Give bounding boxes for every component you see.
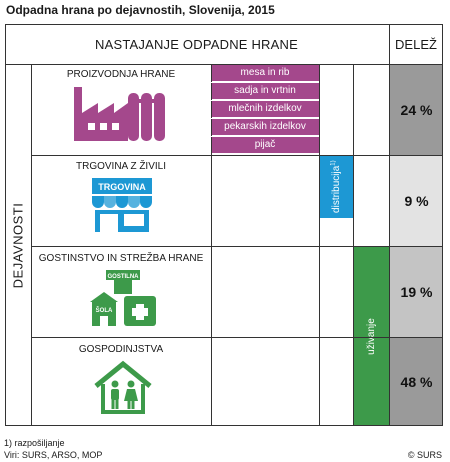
catering-icon bbox=[84, 268, 162, 330]
production-item: pijač bbox=[211, 136, 319, 153]
grid-line bbox=[31, 155, 443, 156]
catering-sign-text: GOSTILNA bbox=[107, 274, 139, 280]
shop-icon bbox=[90, 176, 154, 234]
school-sign-text: ŠOLA bbox=[95, 308, 113, 314]
row-label-retail: TRGOVINA Z ŽIVILI bbox=[75, 161, 166, 172]
footnote: 1) razpošiljanje bbox=[4, 438, 65, 448]
share-production: 24 % bbox=[400, 101, 433, 118]
page-title: Odpadna hrana po dejavnostih, Slovenija, 2015 bbox=[6, 3, 275, 17]
distribution-footnote-mark: 1) bbox=[330, 160, 337, 166]
grid-line bbox=[31, 64, 32, 426]
copyright: © SURS bbox=[407, 450, 442, 460]
grid-line bbox=[319, 64, 320, 426]
share-retail: 9 % bbox=[404, 192, 429, 209]
household-icon bbox=[92, 360, 154, 416]
production-item: pekarskih izdelkov bbox=[211, 118, 319, 135]
table-frame bbox=[5, 24, 443, 426]
grid-line bbox=[211, 118, 319, 119]
sources: Viri: SURS, ARSO, MOP bbox=[4, 450, 103, 460]
header-share: DELEŽ bbox=[395, 36, 437, 52]
factory-icon bbox=[72, 83, 170, 145]
consumption-label: uživanje bbox=[366, 317, 378, 355]
row-label-production: PROIZVODNJA HRANE bbox=[66, 69, 176, 80]
side-label: DEJAVNOSTI bbox=[10, 202, 26, 288]
shop-sign-text: TRGOVINA bbox=[98, 182, 146, 192]
grid-line bbox=[5, 64, 443, 65]
grid-line bbox=[211, 136, 319, 137]
production-item: mlečnih izdelkov bbox=[211, 100, 319, 117]
production-item: sadja in vrtnin bbox=[211, 82, 319, 99]
share-households: 48 % bbox=[400, 373, 433, 390]
grid-line bbox=[31, 337, 443, 338]
grid-line bbox=[31, 246, 443, 247]
grid-line bbox=[211, 82, 319, 83]
header-main: NASTAJANJE ODPADNE HRANE bbox=[95, 36, 298, 52]
distribution-label: distribucija bbox=[330, 165, 342, 213]
share-catering: 19 % bbox=[400, 283, 433, 300]
grid-line bbox=[353, 64, 354, 426]
production-item: mesa in rib bbox=[211, 64, 319, 81]
row-label-households: GOSPODINJSTVA bbox=[78, 344, 164, 355]
grid-line bbox=[211, 100, 319, 101]
row-label-catering: GOSTINSTVO IN STREŽBA HRANE bbox=[38, 253, 204, 264]
